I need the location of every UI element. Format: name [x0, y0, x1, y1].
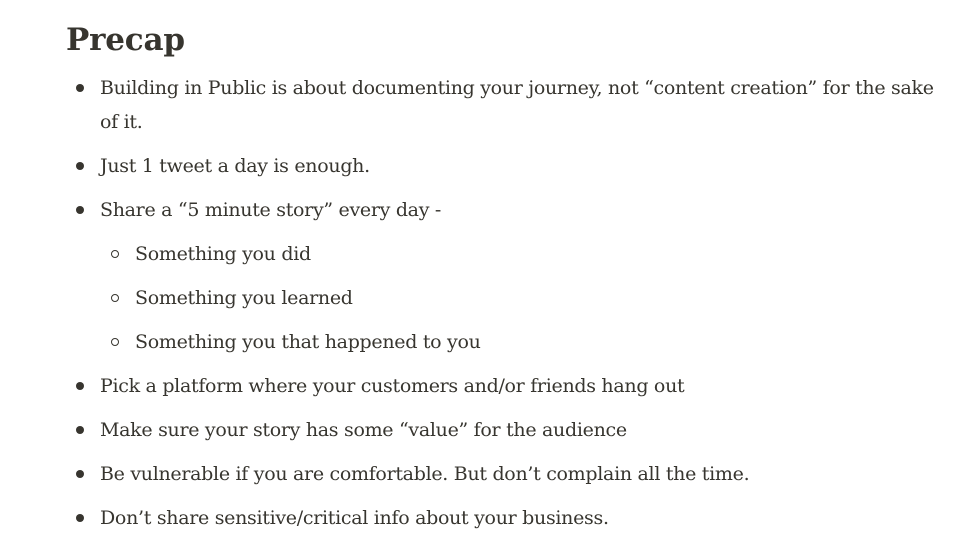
bullet-dot: [76, 514, 84, 522]
section-heading: Precap: [66, 22, 185, 58]
bullet-dot: [76, 206, 84, 214]
sub-bullet-circle: [111, 250, 119, 258]
bullet-dot: [76, 382, 84, 390]
list-item: Don’t share sensitive/critical info about your business.: [100, 507, 609, 529]
bullet-dot: [76, 84, 84, 92]
list-item: Make sure your story has some “value” for the audience: [100, 419, 627, 441]
sub-list-item: Something you that happened to you: [135, 331, 481, 353]
bullet-dot: [76, 162, 84, 170]
list-item: Share a “5 minute story” every day -: [100, 199, 441, 221]
sub-bullet-circle: [111, 294, 119, 302]
sub-list-item: Something you learned: [135, 287, 353, 309]
list-item: Be vulnerable if you are comfortable. But don’t complain all the time.: [100, 463, 750, 485]
sub-list-item: Something you did: [135, 243, 311, 265]
bullet-dot: [76, 426, 84, 434]
bullet-dot: [76, 470, 84, 478]
list-item: Just 1 tweet a day is enough.: [100, 155, 370, 177]
list-item: Building in Public is about documenting your journey, not “content creation” for the sake of it.: [100, 77, 934, 133]
sub-bullet-circle: [111, 338, 119, 346]
list-item: Pick a platform where your customers and/or friends hang out: [100, 375, 685, 397]
